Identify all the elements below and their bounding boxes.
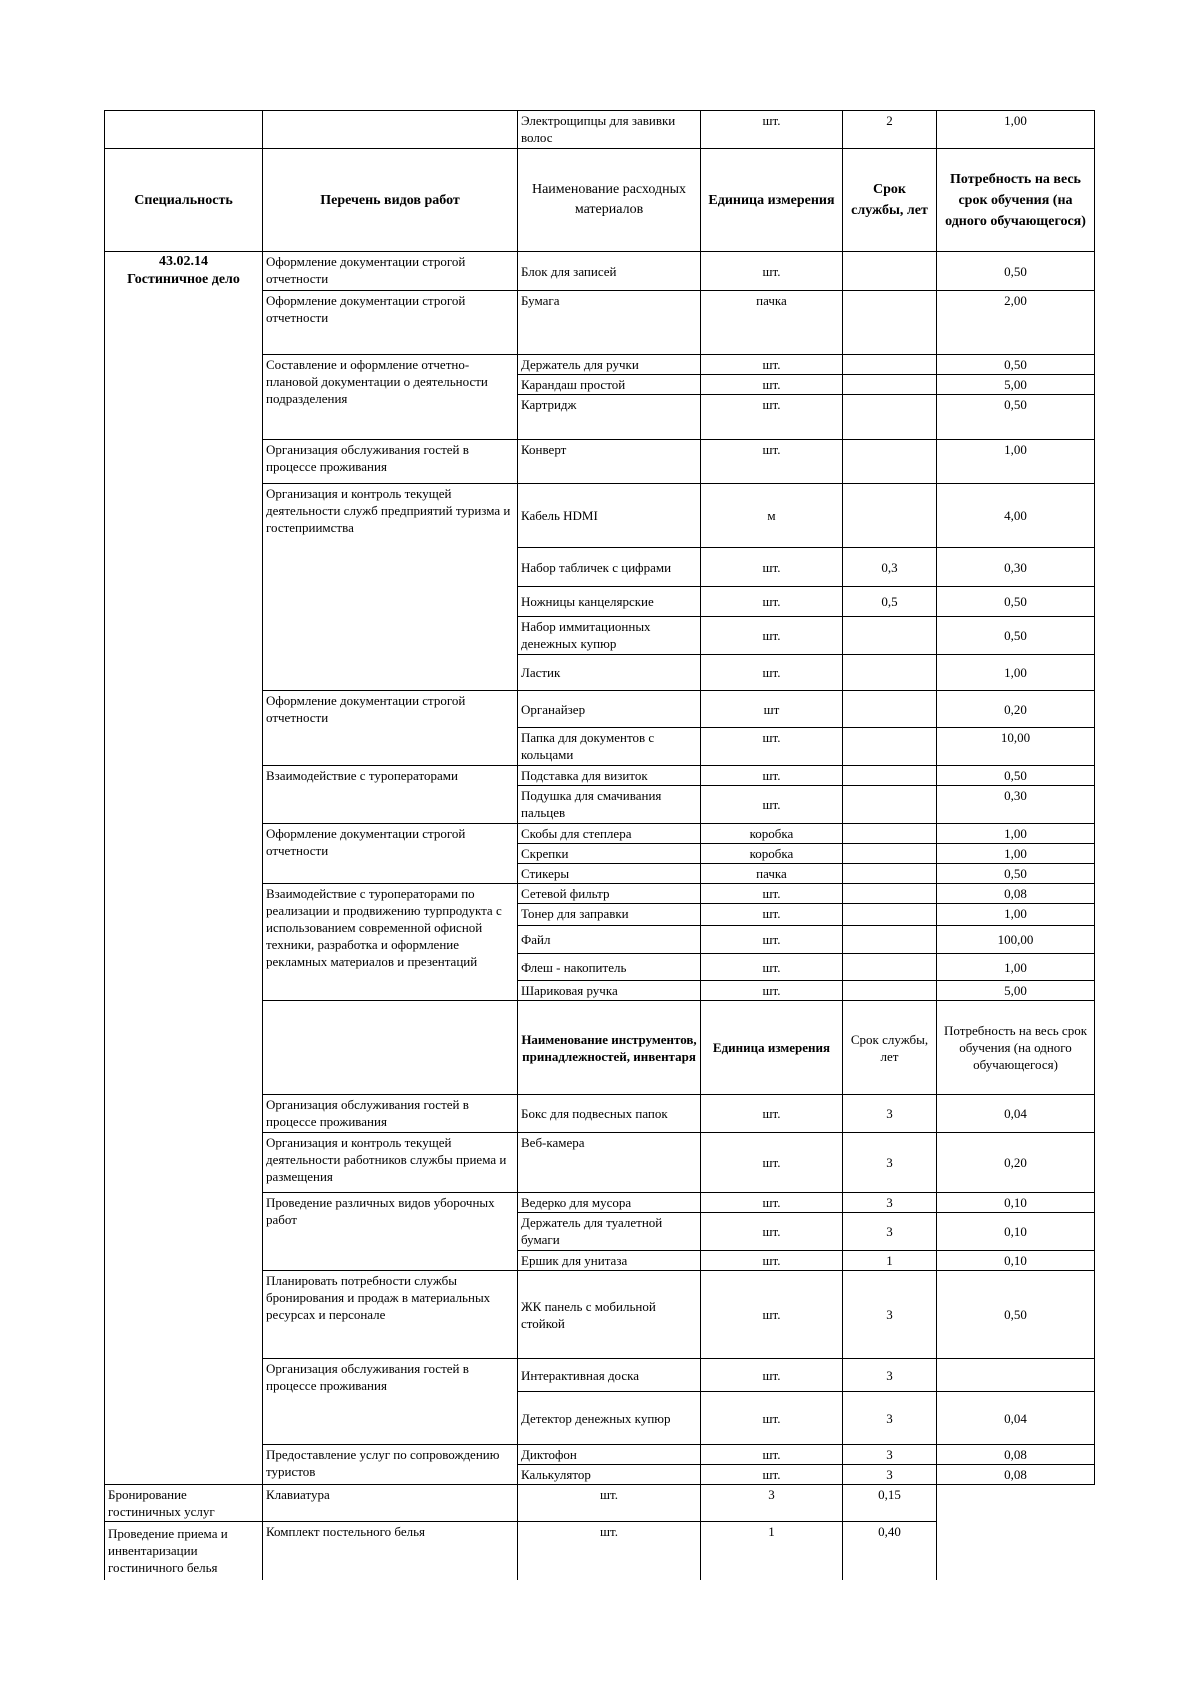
table-row: Папка для документов с кольцами шт. 10,00	[105, 728, 1095, 766]
table-row: Взаимодействие с туроператорами Подставка для визиток шт. 0,50	[105, 766, 1095, 786]
table-row: Флеш - накопитель шт. 1,00	[105, 954, 1095, 981]
tool-name: Веб-камера	[518, 1133, 701, 1193]
table-row: Оформление документации строгой отчетности Органайзер шт 0,20	[105, 691, 1095, 728]
table-row: Ершик для унитаза шт. 1 0,10	[105, 1251, 1095, 1271]
table-row: Бронирование гостиничных услуг Клавиатура шт. 3 0,15	[105, 1485, 1095, 1522]
work-type: Оформление документации строгой отчетности	[263, 824, 518, 884]
material-name: Ластик	[518, 655, 701, 691]
tool-name: Держатель для туалетной бумаги	[518, 1213, 701, 1251]
table-row: Держатель для туалетной бумаги шт. 3 0,10	[105, 1213, 1095, 1251]
table-row: Оформление документации строгой отчетности Бумага пачка 2,00	[105, 291, 1095, 355]
material-name: Бумага	[518, 291, 701, 355]
need: 1,00	[937, 111, 1095, 149]
tool-name: ЖК панель с мобильной стойкой	[518, 1271, 701, 1359]
table-row: Оформление документации строгой отчетности Скобы для степлера коробка 1,00	[105, 824, 1095, 844]
table-row: Подушка для смачивания пальцев шт. 0,30	[105, 786, 1095, 824]
material-name: Держатель для ручки	[518, 355, 701, 375]
material-name: Скрепки	[518, 844, 701, 864]
material-name: Сетевой фильтр	[518, 884, 701, 904]
material-name: Тонер для заправки	[518, 904, 701, 926]
material-name: Папка для документов с кольцами	[518, 728, 701, 766]
material-name: Блок для записей	[518, 252, 701, 291]
table-row	[105, 111, 1095, 149]
table-row: Предоставление услуг по сопровождению туристов Диктофон шт. 3 0,08	[105, 1445, 1095, 1465]
header-material: Наименование расходных материалов	[518, 149, 701, 252]
unit: шт.	[701, 111, 843, 149]
work-type: Взаимодействие с туроператорами	[263, 766, 518, 824]
table-row: Детектор денежных купюр шт. 3 0,04	[105, 1392, 1095, 1445]
table-header	[105, 149, 1095, 252]
table-row: Карандаш простой шт. 5,00	[105, 375, 1095, 395]
material-name: Набор табличек с цифрами	[518, 548, 701, 587]
work-type: Предоставление услуг по сопровождению туристов	[263, 1445, 518, 1485]
work-type: Бронирование гостиничных услуг	[105, 1485, 263, 1522]
material-name: Шариковая ручка	[518, 981, 701, 1001]
material-name: Карандаш простой	[518, 375, 701, 395]
table-row: Набор табличек с цифрами шт. 0,3 0,30	[105, 548, 1095, 587]
work-type: Организация и контроль текущей деятельности служб предприятий туризма и гостеприимства	[263, 484, 518, 691]
material-name: Файл	[518, 926, 701, 954]
table-row: Ластик шт. 1,00	[105, 655, 1095, 691]
table-row: Набор иммитационных денежных купюр шт. 0,50	[105, 617, 1095, 655]
table-row: Организация обслуживания гостей в процессе проживания Конверт шт. 1,00	[105, 440, 1095, 484]
work-type: Проведение приема и инвентаризации гостиничного белья	[105, 1522, 263, 1580]
tool-name: Ведерко для мусора	[518, 1193, 701, 1213]
work-type: Организация обслуживания гостей в процессе проживания	[263, 1095, 518, 1133]
table-row: 43.02.14 Гостиничное дело Оформление документации строгой отчетности Блок для записей шт. 0,50	[105, 252, 1095, 291]
table-row: Составление и оформление отчетно-плановой документации о деятельности подразделения Держатель для ручки шт. 0,50	[105, 355, 1095, 375]
material-name: Картридж	[518, 395, 701, 440]
table-row: Ножницы канцелярские шт. 0,5 0,50	[105, 587, 1095, 617]
work-type: Составление и оформление отчетно-плановой документации о деятельности подразделения	[263, 355, 518, 440]
material-name: Кабель HDMI	[518, 484, 701, 548]
material-name: Скобы для степлера	[518, 824, 701, 844]
header-need: Потребность на весь срок обучения (на одного обучающегося)	[937, 149, 1095, 252]
work-type: Проведение различных видов уборочных работ	[263, 1193, 518, 1271]
tool-name: Комплект постельного белья	[263, 1522, 518, 1580]
tool-name: Бокс для подвесных папок	[518, 1095, 701, 1133]
work-type: Оформление документации строгой отчетности	[263, 691, 518, 766]
material-name: Подставка для визиток	[518, 766, 701, 786]
work-type: Организация обслуживания гостей в процессе проживания	[263, 1359, 518, 1445]
tool-name: Клавиатура	[263, 1485, 518, 1522]
tool-name: Детектор денежных купюр	[518, 1392, 701, 1445]
material-name: Подушка для смачивания пальцев	[518, 786, 701, 824]
table-row: Калькулятор шт. 3 0,08	[105, 1465, 1095, 1485]
work-type: Планировать потребности службы бронирования и продаж в материальных ресурсах и персонале	[263, 1271, 518, 1359]
material-name: Конверт	[518, 440, 701, 484]
material-name: Стикеры	[518, 864, 701, 884]
work-type: Оформление документации строгой отчетности	[263, 291, 518, 355]
table-row: Шариковая ручка шт. 5,00	[105, 981, 1095, 1001]
header-tools: Наименование инструментов, принадлежностей, инвентаря	[518, 1001, 701, 1095]
table-row: Картридж шт. 0,50	[105, 395, 1095, 440]
work-type: Оформление документации строгой отчетности	[263, 252, 518, 291]
header-works: Перечень видов работ	[263, 149, 518, 252]
table-row: Скрепки коробка 1,00	[105, 844, 1095, 864]
material-name: Электрощипцы для завивки волос	[518, 111, 701, 149]
header-life: Срок службы, лет	[843, 149, 937, 252]
table-row: Организация и контроль текущей деятельности работников службы приема и размещения Веб-камера шт. 3 0,20	[105, 1133, 1095, 1193]
table-row: Стикеры пачка 0,50	[105, 864, 1095, 884]
material-name: Органайзер	[518, 691, 701, 728]
tool-name: Ершик для унитаза	[518, 1251, 701, 1271]
table-row: Файл шт. 100,00	[105, 926, 1095, 954]
material-name: Набор иммитационных денежных купюр	[518, 617, 701, 655]
table-row: Организация обслуживания гостей в процессе проживания Бокс для подвесных папок шт. 3 0,04	[105, 1095, 1095, 1133]
table-row: Проведение приема и инвентаризации гостиничного белья Комплект постельного белья шт. 1 0,40	[105, 1522, 1095, 1580]
material-name: Ножницы канцелярские	[518, 587, 701, 617]
table-row: Тонер для заправки шт. 1,00	[105, 904, 1095, 926]
table-row: Взаимодействие с туроператорами по реализации и продвижению турпродукта с использованием современной офисной техники, разработка и оформление рекламных материалов и презентаций Сетевой фильтр шт. 0,08	[105, 884, 1095, 904]
specialty-name: Гостиничное дело	[127, 272, 240, 287]
header-specialty: Специальность	[105, 149, 263, 252]
table-row: Проведение различных видов уборочных работ Ведерко для мусора шт. 3 0,10	[105, 1193, 1095, 1213]
specialty-code: 43.02.14	[159, 254, 208, 269]
header-unit: Единица измерения	[701, 1001, 843, 1095]
header-need: Потребность на весь срок обучения (на одного обучающегося)	[937, 1001, 1095, 1095]
tool-name: Диктофон	[518, 1445, 701, 1465]
tool-name: Интерактивная доска	[518, 1359, 701, 1392]
header-unit: Единица измерения	[701, 149, 843, 252]
equipment-table	[104, 110, 1095, 1580]
header-life: Срок службы, лет	[843, 1001, 937, 1095]
table-row: Планировать потребности службы бронирования и продаж в материальных ресурсах и персонале ЖК панель с мобильной стойкой шт. 3 0,50	[105, 1271, 1095, 1359]
work-type: Организация обслуживания гостей в процессе проживания	[263, 440, 518, 484]
work-type: Взаимодействие с туроператорами по реализации и продвижению турпродукта с использованием современной офисной техники, разработка и оформление рекламных материалов и презентаций	[263, 884, 518, 1001]
table-row: Организация и контроль текущей деятельности служб предприятий туризма и гостеприимства Кабель HDMI м 4,00	[105, 484, 1095, 548]
service-life: 2	[843, 111, 937, 149]
specialty-cell	[105, 252, 263, 1485]
tool-name: Калькулятор	[518, 1465, 701, 1485]
work-type: Организация и контроль текущей деятельности работников службы приема и размещения	[263, 1133, 518, 1193]
material-name: Флеш - накопитель	[518, 954, 701, 981]
table-row: Организация обслуживания гостей в процессе проживания Интерактивная доска шт. 3	[105, 1359, 1095, 1392]
